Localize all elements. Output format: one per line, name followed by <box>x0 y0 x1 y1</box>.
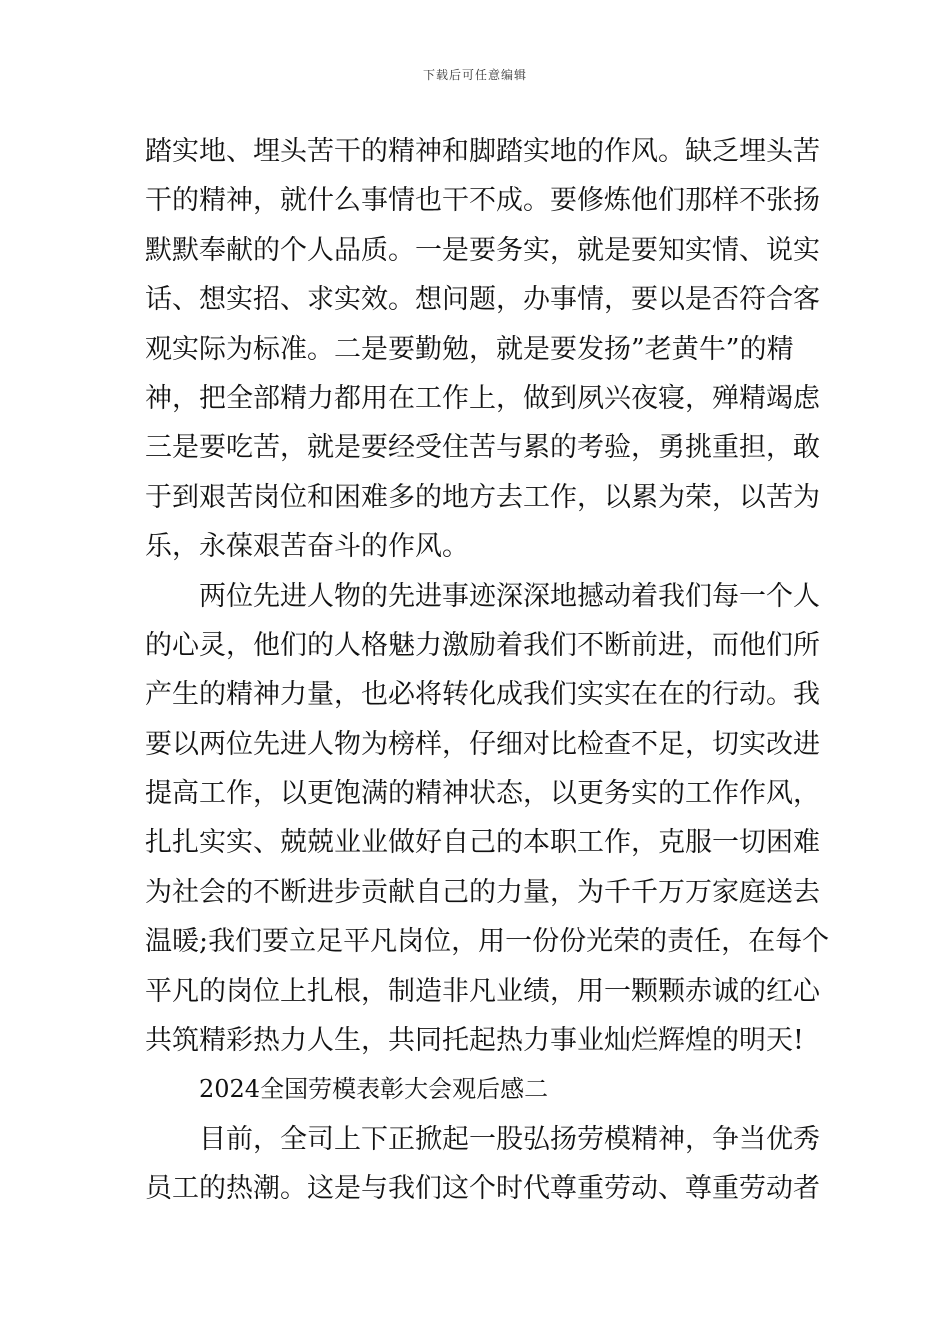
text-line: 员工的热潮。这是与我们这个时代尊重劳动、尊重劳动者 <box>145 1173 820 1205</box>
page-header: 下载后可任意编辑 <box>422 68 527 82</box>
text-line: 观实际为标准。二是要勤勉，就是要发扬”老黄牛”的精 <box>145 333 794 365</box>
text-line: 平凡的岗位上扎根，制造非凡业绩，用一颗颗赤诚的红心 <box>145 975 820 1007</box>
text-line: 三是要吃苦，就是要经受住苦与累的考验，勇挑重担，敢 <box>145 432 820 464</box>
text-line: 产生的精神力量，也必将转化成我们实实在在的行动。我 <box>145 679 820 711</box>
text-line: 踏实地、埋头苦干的精神和脚踏实地的作风。缺乏埋头苦 <box>145 136 820 167</box>
text-line: 为社会的不断进步贡献自己的力量，为千千万万家庭送去 <box>145 876 820 908</box>
text-line: 乐，永葆艰苦奋斗的作风。 <box>145 531 469 563</box>
text-line: 话、想实招、求实效。想问题，办事情，要以是否符合客 <box>145 284 820 316</box>
text-line: 干的精神，就什么事情也干不成。要修炼他们那样不张扬 <box>145 185 820 217</box>
document-body <box>145 127 830 1214</box>
paragraph-first-line: 两位先进人物的先进事迹深深地撼动着我们每一个人 <box>199 580 820 612</box>
text-line: 温暖;我们要立足平凡岗位，用一份份光荣的责任，在每个 <box>145 926 830 958</box>
section-heading: 2024全国劳模表彰大会观后感二 <box>199 1075 549 1104</box>
paragraph-first-line: 目前，全司上下正掀起一股弘扬劳模精神，争当优秀 <box>199 1123 820 1155</box>
text-line: 要以两位先进人物为榜样，仔细对比检查不足，切实改进 <box>145 728 820 760</box>
text-line: 默默奉献的个人品质。一是要务实，就是要知实情、说实 <box>145 234 820 266</box>
text-line: 扎扎实实、兢兢业业做好自己的本职工作，克服一切困难 <box>145 827 820 859</box>
text-line: 共筑精彩热力人生，共同托起热力事业灿烂辉煌的明天! <box>145 1025 804 1057</box>
text-line: 神，把全部精力都用在工作上，做到夙兴夜寝，殚精竭虑 <box>145 382 820 414</box>
text-line: 于到艰苦岗位和困难多的地方去工作，以累为荣，以苦为 <box>145 481 820 513</box>
text-line: 的心灵，他们的人格魅力激励着我们不断前进，而他们所 <box>145 629 820 661</box>
text-line: 提高工作，以更饱满的精神状态，以更务实的工作作风， <box>145 778 820 810</box>
